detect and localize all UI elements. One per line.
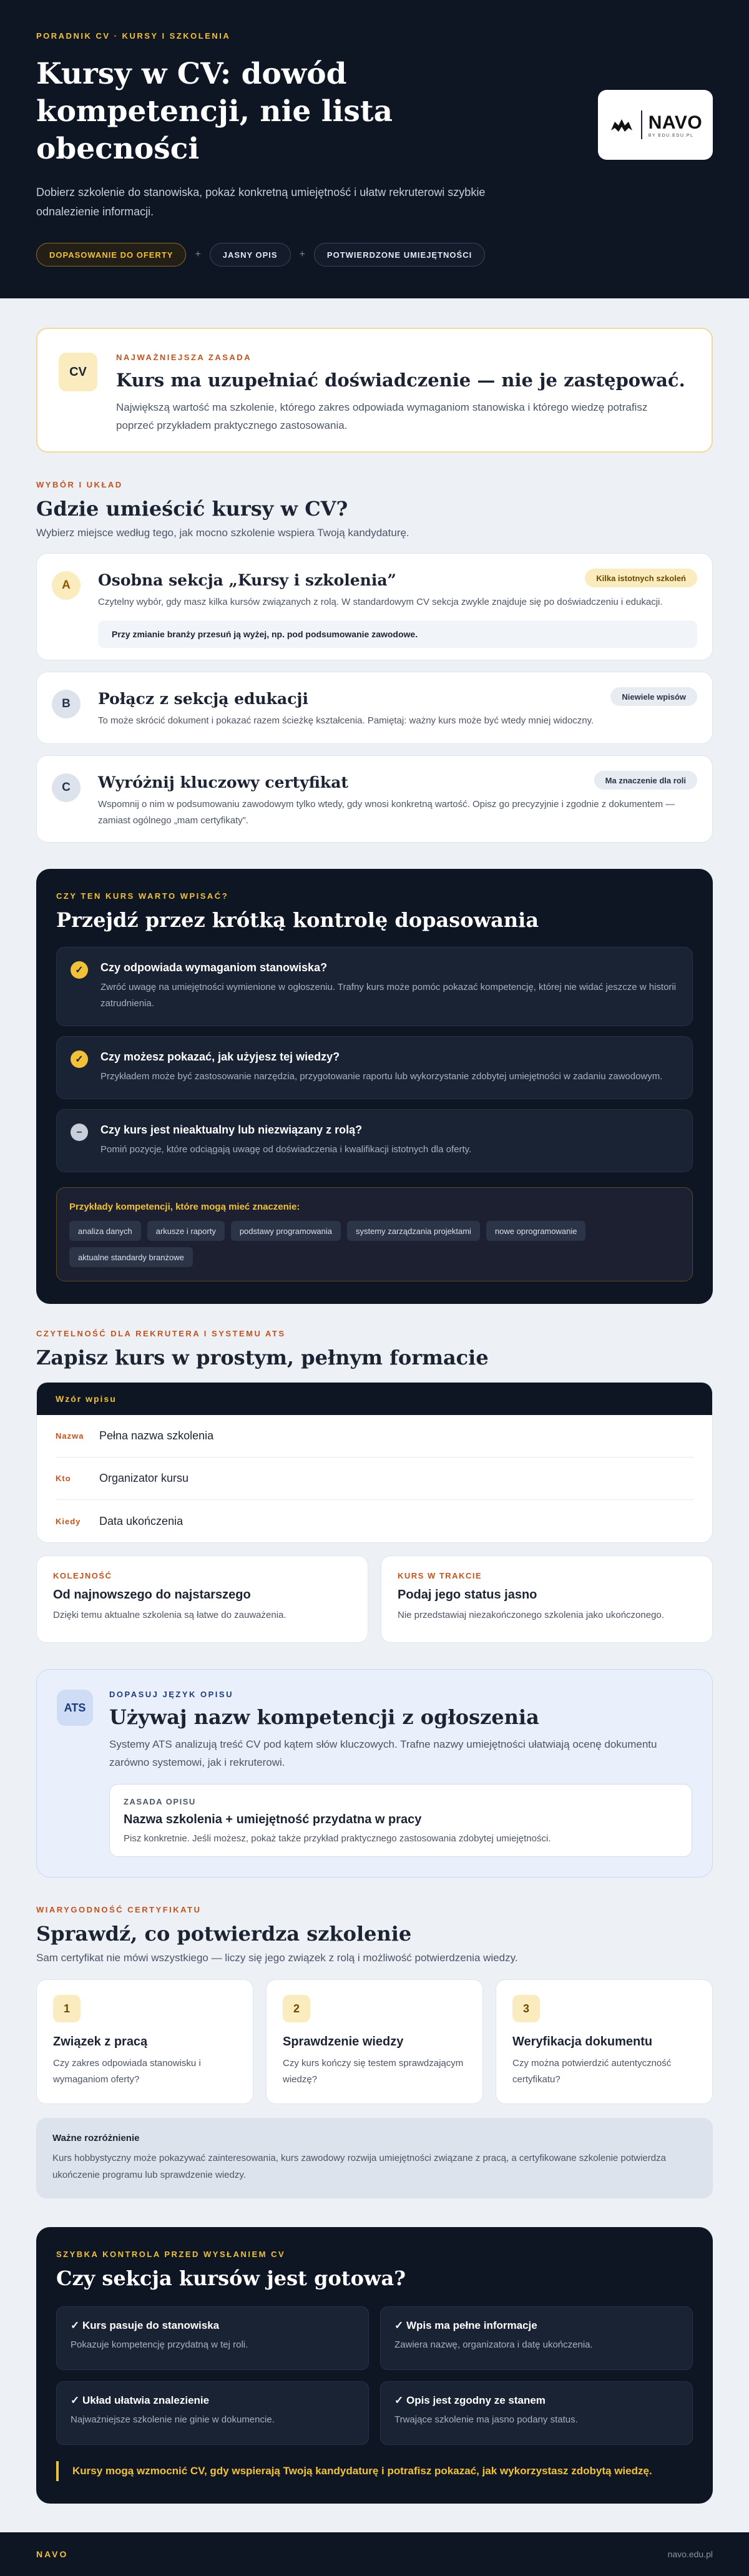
- description-rule: [109, 1784, 692, 1857]
- ats-section: [36, 1669, 713, 1878]
- competency-chip: aktualne standardy branżowe: [69, 1247, 193, 1267]
- step-number: 1: [53, 1995, 81, 2022]
- fit-check-item: [56, 1036, 693, 1099]
- rule-eyebrow: ZASADA OPISU: [124, 1797, 196, 1806]
- table-row: [56, 1457, 693, 1500]
- card-title: Sprawdzenie wiedzy: [283, 2035, 404, 2049]
- option-title: Połącz z sekcją edukacji: [98, 690, 308, 708]
- competency-chip: nowe oprogramowanie: [486, 1221, 586, 1241]
- principle-text: Największą wartość ma szkolenie, którego zakres odpowiada wymaganiom stanowiska i którego wiedzę potrafisz poprzeć przykładem praktycznego zastosowania.: [116, 401, 648, 431]
- placement-eyebrow: WYBÓR I UKŁAD: [36, 480, 123, 489]
- verify-subtitle: Sam certyfikat nie mówi wszystkiego — liczy się jego związek z rolą i możliwość potwierdzenia wiedzy.: [36, 1952, 518, 1964]
- checklist-title: ✓ Kurs pasuje do stanowiska: [71, 2319, 220, 2331]
- placement-title: Gdzie umieścić kursy w CV?: [36, 497, 348, 521]
- closing-quote: Kursy mogą wzmocnić CV, gdy wspierają Twoją kandydaturę i potrafisz pokazać, jak wykorzystasz zdobytą wiedzę.: [56, 2461, 693, 2481]
- option-tag: Kilka istotnych szkoleń: [585, 569, 697, 587]
- final-check-section: [36, 2227, 713, 2504]
- option-letter: B: [52, 690, 81, 718]
- logo-animal-icon: [609, 114, 635, 135]
- checklist-text: Najważniejsze szkolenie nie ginie w dokumencie.: [71, 2414, 275, 2425]
- card-eyebrow: KURS W TRAKCIE: [398, 1571, 482, 1580]
- checklist-title: ✓ Wpis ma pełne informacje: [394, 2319, 537, 2331]
- checklist-text: Pokazuje kompetencję przydatną w tej roli.: [71, 2339, 248, 2350]
- row-value: Organizator kursu: [99, 1472, 189, 1484]
- option-tag: Ma znaczenie dla roli: [594, 771, 697, 790]
- pill-clear: JASNY OPIS: [210, 243, 291, 267]
- format-section: [36, 1329, 713, 1643]
- option-b-card: [36, 672, 713, 744]
- important-note: [36, 2118, 713, 2198]
- option-title: Wyróżnij kluczowy certyfikat: [98, 773, 348, 791]
- checklist-item: [56, 2381, 369, 2445]
- principle-title: Kurs ma uzupełniać doświadczenie — nie je zastępować.: [116, 370, 685, 391]
- footer-brand[interactable]: NAVO: [36, 2549, 69, 2559]
- competency-chip: arkusze i raporty: [147, 1221, 225, 1241]
- check-icon: ✓: [71, 1050, 88, 1068]
- option-title: Osobna sekcja „Kursy i szkolenia”: [98, 571, 396, 589]
- option-text: Wspomnij o nim w podsumowaniu zawodowym tylko wtedy, gdy wnosi konkretną wartość. Opisz go precyzyjnie i zgodnie z dokumentem — zamiast ogólnego „mam certyfikaty”.: [98, 799, 675, 826]
- option-letter: C: [52, 773, 81, 802]
- card-title: Weryfikacja dokumentu: [512, 2035, 653, 2049]
- final-title: Czy sekcja kursów jest gotowa?: [56, 2266, 406, 2290]
- format-title: Zapisz kurs w prostym, pełnym formacie: [36, 1346, 489, 1369]
- hero-pills: [36, 243, 713, 267]
- card-text: Czy zakres odpowiada stanowisku i wymaganiom oferty?: [53, 2058, 201, 2085]
- ats-eyebrow: DOPASUJ JĘZYK OPISU: [109, 1690, 233, 1699]
- pill-separator: +: [299, 249, 305, 260]
- minus-icon: –: [71, 1124, 88, 1141]
- card-text: Czy można potwierdzić autentyczność certyfikatu?: [512, 2058, 672, 2085]
- format-eyebrow: CZYTELNOŚĆ DLA REKRUTERA I SYSTEMU ATS: [36, 1329, 286, 1338]
- row-value: Data ukończenia: [99, 1514, 184, 1527]
- competency-chip: podstawy programowania: [231, 1221, 341, 1241]
- checklist-item: [380, 2381, 693, 2445]
- principle-eyebrow: NAJWAŻNIEJSZA ZASADA: [116, 353, 252, 362]
- step-number: 2: [283, 1995, 310, 2022]
- option-letter: A: [52, 571, 81, 600]
- examples-title: Przykłady kompetencji, które mogą mieć znaczenie:: [69, 1202, 300, 1212]
- option-a-card: [36, 553, 713, 660]
- verify-eyebrow: WIARYGODNOŚĆ CERTYFIKATU: [36, 1905, 202, 1914]
- option-c-card: [36, 755, 713, 843]
- note-text: Kurs hobbystyczny może pokazywać zainteresowania, kurs zawodowy rozwija umiejętności związane z pracą, a certyfikowane szkolenie potwierdza ukończenie programu lub sprawdzenie wiedzy.: [52, 2153, 666, 2180]
- placement-subtitle: Wybierz miejsce według tego, jak mocno szkolenie wspiera Twoją kandydaturę.: [36, 527, 409, 539]
- checklist-item: [380, 2306, 693, 2370]
- fit-check-section: [36, 869, 713, 1304]
- verify-card: [496, 1979, 713, 2104]
- pill-verified: POTWIERDZONE UMIEJĘTNOŚCI: [314, 243, 485, 267]
- option-tag: Niewiele wpisów: [610, 687, 697, 706]
- card-eyebrow: KOLEJNOŚĆ: [53, 1571, 112, 1580]
- checklist-item: [56, 2306, 369, 2370]
- pill-separator: +: [195, 249, 201, 260]
- competency-examples: [56, 1187, 693, 1281]
- fit-check-item: [56, 1109, 693, 1172]
- fit-eyebrow: CZY TEN KURS WARTO WPISAĆ?: [56, 891, 229, 901]
- verify-title: Sprawdź, co potwierdza szkolenie: [36, 1922, 412, 1946]
- hero-eyebrow: PORADNIK CV · KURSY I SZKOLENIA: [36, 31, 231, 41]
- brand-logo[interactable]: [598, 90, 713, 160]
- footer: [0, 2532, 749, 2576]
- competency-chip: analiza danych: [69, 1221, 141, 1241]
- logo-subtitle: BY EDU.EDU.PL: [648, 133, 694, 138]
- order-card: [36, 1555, 368, 1643]
- ats-text: Systemy ATS analizują treść CV pod kątem słów kluczowych. Trafne nazwy umiejętności ułatwiają ocenę dokumentu zarówno systemowi, jak i rekruterowi.: [109, 1738, 657, 1768]
- hero: [0, 0, 749, 298]
- verify-card: [266, 1979, 483, 2104]
- check-title: Czy odpowiada wymaganiom stanowiska?: [100, 961, 328, 974]
- checklist-text: Trwające szkolenie ma jasno podany status.: [394, 2414, 578, 2425]
- option-text: To może skrócić dokument i pokazać razem ścieżkę kształcenia. Pamiętaj: ważny kurs może być wtedy mniej widoczny.: [98, 715, 594, 726]
- fit-check-item: [56, 947, 693, 1026]
- verify-card: [36, 1979, 253, 2104]
- entry-template-table: [36, 1382, 713, 1543]
- checklist-text: Zawiera nazwę, organizatora i datę ukończenia.: [394, 2339, 593, 2350]
- page-title: Kursy w CV: dowód kompetencji, nie lista obecności: [36, 57, 393, 166]
- option-tip: Przy zmianie branży przesuń ją wyżej, np. pod podsumowanie zawodowe.: [98, 620, 697, 648]
- ats-title: Używaj nazw kompetencji z ogłoszenia: [109, 1705, 539, 1729]
- check-text: Przykładem może być zastosowanie narzędzia, przygotowanie raportu lub wykorzystanie zdobytej umiejętności w zadaniu zawodowym.: [100, 1071, 663, 1082]
- fit-title: Przejdź przez krótką kontrolę dopasowania: [56, 908, 539, 932]
- card-title: Związek z pracą: [53, 2035, 148, 2049]
- row-key: Nazwa: [56, 1431, 84, 1441]
- checklist-title: ✓ Opis jest zgodny ze stanem: [394, 2394, 546, 2406]
- table-header: Wzór wpisu: [37, 1383, 712, 1415]
- card-text: Czy kurs kończy się testem sprawdzającym wiedzę?: [283, 2058, 464, 2085]
- ats-badge: ATS: [57, 1690, 93, 1726]
- rule-text: Pisz konkretnie. Jeśli możesz, pokaż także przykład praktycznego zastosowania zdobytej umiejętności.: [124, 1833, 551, 1844]
- in-progress-card: [381, 1555, 713, 1643]
- check-title: Czy kurs jest nieaktualny lub niezwiązany z rolą?: [100, 1124, 363, 1136]
- row-value: Pełna nazwa szkolenia: [99, 1429, 214, 1442]
- card-text: Dzięki temu aktualne szkolenia są łatwe do zauważenia.: [53, 1610, 286, 1620]
- competency-chip: systemy zarządzania projektami: [347, 1221, 480, 1241]
- hero-lead: Dobierz szkolenie do stanowiska, pokaż konkretną umiejętność i ułatw rekruterowi szybkie odnalezienie informacji.: [36, 186, 486, 218]
- cv-badge: CV: [59, 353, 97, 391]
- check-title: Czy możesz pokazać, jak użyjesz tej wiedzy?: [100, 1050, 340, 1063]
- table-row: [56, 1500, 693, 1542]
- row-key: Kiedy: [56, 1516, 81, 1526]
- table-row: [56, 1415, 693, 1457]
- key-principle-card: [36, 328, 713, 453]
- checklist-title: ✓ Układ ułatwia znalezienie: [71, 2394, 210, 2406]
- rule-title: Nazwa szkolenia + umiejętność przydatna w pracy: [124, 1813, 422, 1826]
- note-title: Ważne rozróżnienie: [52, 2133, 140, 2143]
- card-title: Od najnowszego do najstarszego: [53, 1588, 251, 1602]
- card-title: Podaj jego status jasno: [398, 1588, 537, 1602]
- check-icon: ✓: [71, 961, 88, 979]
- placement-section: [36, 480, 713, 843]
- logo-name: NAVO: [648, 112, 703, 133]
- check-text: Pomiń pozycje, które odciągają uwagę od doświadczenia i kwalifikacji istotnych dla oferty.: [100, 1144, 472, 1155]
- option-text: Czytelny wybór, gdy masz kilka kursów związanych z rolą. W standardowym CV sekcja zwykle znajduje się po doświadczeniu i edukacji.: [98, 597, 663, 607]
- pill-fit: DOPASOWANIE DO OFERTY: [36, 243, 186, 267]
- row-key: Kto: [56, 1474, 71, 1483]
- logo-divider: [641, 110, 642, 139]
- footer-site-link[interactable]: navo.edu.pl: [667, 2549, 713, 2559]
- check-text: Zwróć uwagę na umiejętności wymienione w ogłoszeniu. Trafny kurs może pomóc pokazać kompetencję, której nie widać jeszcze w historii zatrudnienia.: [100, 982, 677, 1009]
- card-text: Nie przedstawiaj niezakończonego szkolenia jako ukończonego.: [398, 1610, 664, 1620]
- step-number: 3: [512, 1995, 540, 2022]
- final-eyebrow: SZYBKA KONTROLA PRZED WYSŁANIEM CV: [56, 2250, 286, 2259]
- verify-section: [36, 1905, 713, 2198]
